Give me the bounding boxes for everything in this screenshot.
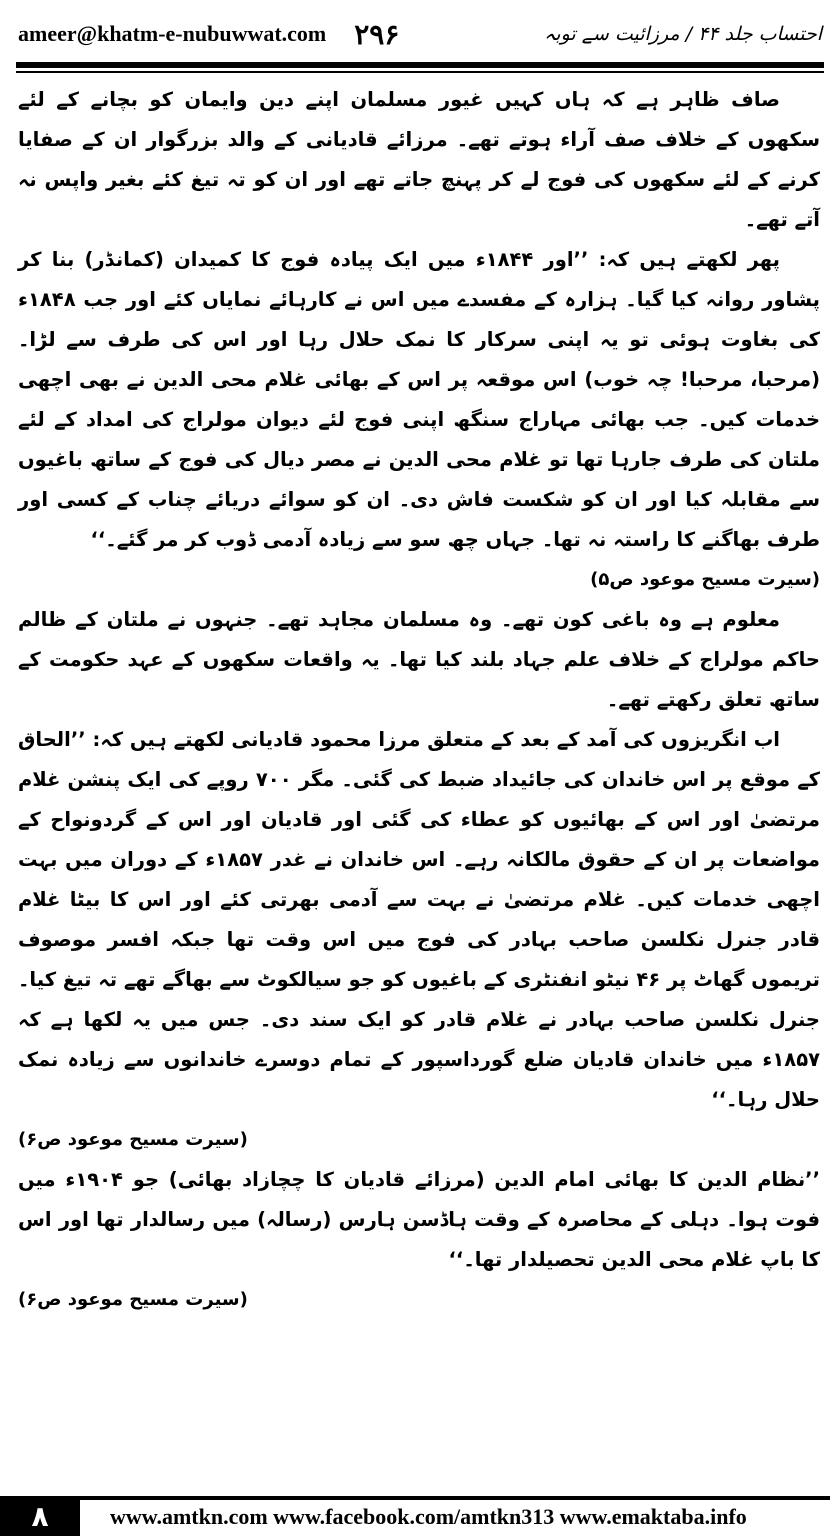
header-email: ameer@khatm-e-nubuwwat.com [18, 21, 327, 46]
footer-rule [80, 1496, 830, 1500]
header-rule-thin [16, 71, 824, 73]
reference-1: (سیرت مسیح موعود ص۵) [590, 569, 820, 590]
paragraph-1: صاف ظاہر ہے کہ ہاں کہیں غیور مسلمان اپنے دین وایمان کو بچانے کے لئے سکھوں کے خلاف صف آراء ہوتے تھے۔ مرزائے قادیانی کے والد بزرگوار ان کے صفایا کرنے کے لئے سکھوں کی فوج لے کر پہنچ جاتے تھے اور ان کو تہ تیغ کئے بغیر واپس نہ آتے تھے۔ [18, 88, 820, 231]
header-rule-thick [16, 62, 824, 68]
page-body [18, 80, 820, 1320]
running-title: احتساب جلد ۴۴ / مرزائیت سے توبہ [544, 23, 822, 45]
page-number: ۲۹۶ [354, 17, 400, 51]
page-header [18, 12, 822, 56]
footer-page-badge: ۸ [0, 1496, 80, 1536]
paragraph-4: اب انگریزوں کی آمد کے بعد کے متعلق مرزا محمود قادیانی لکھتے ہیں کہ: ’’الحاق کے موقع پر اس خاندان کی جائیداد ضبط کی گئی۔ مگر ۷۰۰ روپے کی ایک پنشن غلام مرتضیٰ اور اس کے بھائیوں کو عطاء کی گئی اور قادیان اور اس کے گردونواح کے مواضعات پر ان کے حقوق مالکانہ رہے۔ اس خاندان نے غدر ۱۸۵۷ء کے دوران میں بہت اچھی خدمات کیں۔ غلام مرتضیٰ نے بہت سے آدمی بھرتی کئے اور اس کا بیٹا غلام قادر جنرل نکلسن صاحب بہادر کی فوج میں اس وقت تھا جبکہ افسر موصوف تریموں گھاٹ پر ۴۶ نیٹو انفنٹری کے باغیوں کو جو سیالکوٹ سے بھاگے تھے تہ تیغ کیا۔ جنرل نکلسن صاحب بہادر نے غلام قادر کو ایک سند دی۔ جس میں یہ لکھا ہے کہ ۱۸۵۷ء میں خاندان قادیان ضلع گورداسپور کے تمام دوسرے خاندانوں سے زیادہ نمک حلال رہا۔‘‘ [18, 728, 820, 1111]
footer-urls: www.amtkn.com www.facebook.com/amtkn313 www.emaktaba.info [110, 1504, 747, 1529]
paragraph-2: پھر لکھتے ہیں کہ: ’’اور ۱۸۴۴ء میں ایک پیادہ فوج کا کمیدان (کمانڈر) بنا کر پشاور روانہ کیا گیا۔ ہزارہ کے مفسدے میں اس نے کارہائے نمایاں کئے اور جب ۱۸۴۸ء کی بغاوت ہوئی تو یہ اپنی سرکار کا نمک حلال رہا اور اس کی طرف سے لڑا۔ (مرحبا، مرحبا! چہ خوب) اس موقعہ پر اس کے بھائی غلام محی الدین نے بھی اچھی خدمات کیں۔ جب بھائی مہاراج سنگھ اپنی فوج لئے دیوان مولراج کی امداد کے لئے ملتان کی طرف جارہا تھا تو غلام محی الدین نے مصر دیال کی فوج کے ساتھ باغیوں سے مقابلہ کیا اور ان کو شکست فاش دی۔ ان کو سوائے دریائے چناب کے کسی اور طرف بھاگنے کا راستہ نہ تھا۔ جہاں چھ سو سے زیادہ آدمی ڈوب کر مر گئے۔‘‘ [18, 248, 820, 551]
reference-2: (سیرت مسیح موعود ص۶) [18, 1129, 248, 1150]
page-footer [0, 1490, 840, 1540]
reference-3: (سیرت مسیح موعود ص۶) [18, 1289, 248, 1310]
header-left [18, 18, 399, 51]
paragraph-3: معلوم ہے وہ باغی کون تھے۔ وہ مسلمان مجاہد تھے۔ جنہوں نے ملتان کے ظالم حاکم مولراج کے خلاف علم جہاد بلند کیا تھا۔ یہ واقعات سکھوں کے عہد حکومت کے ساتھ تعلق رکھتے تھے۔ [18, 608, 820, 711]
paragraph-5: ’’نظام الدین کا بھائی امام الدین (مرزائے قادیان کا چچازاد بھائی) جو ۱۹۰۴ء میں فوت ہوا۔ دہلی کے محاصرہ کے وقت ہاڈسن ہارس (رسالہ) میں رسالدار تھا اور اس کا باپ غلام محی الدین تحصیلدار تھا۔‘‘ [18, 1168, 820, 1271]
